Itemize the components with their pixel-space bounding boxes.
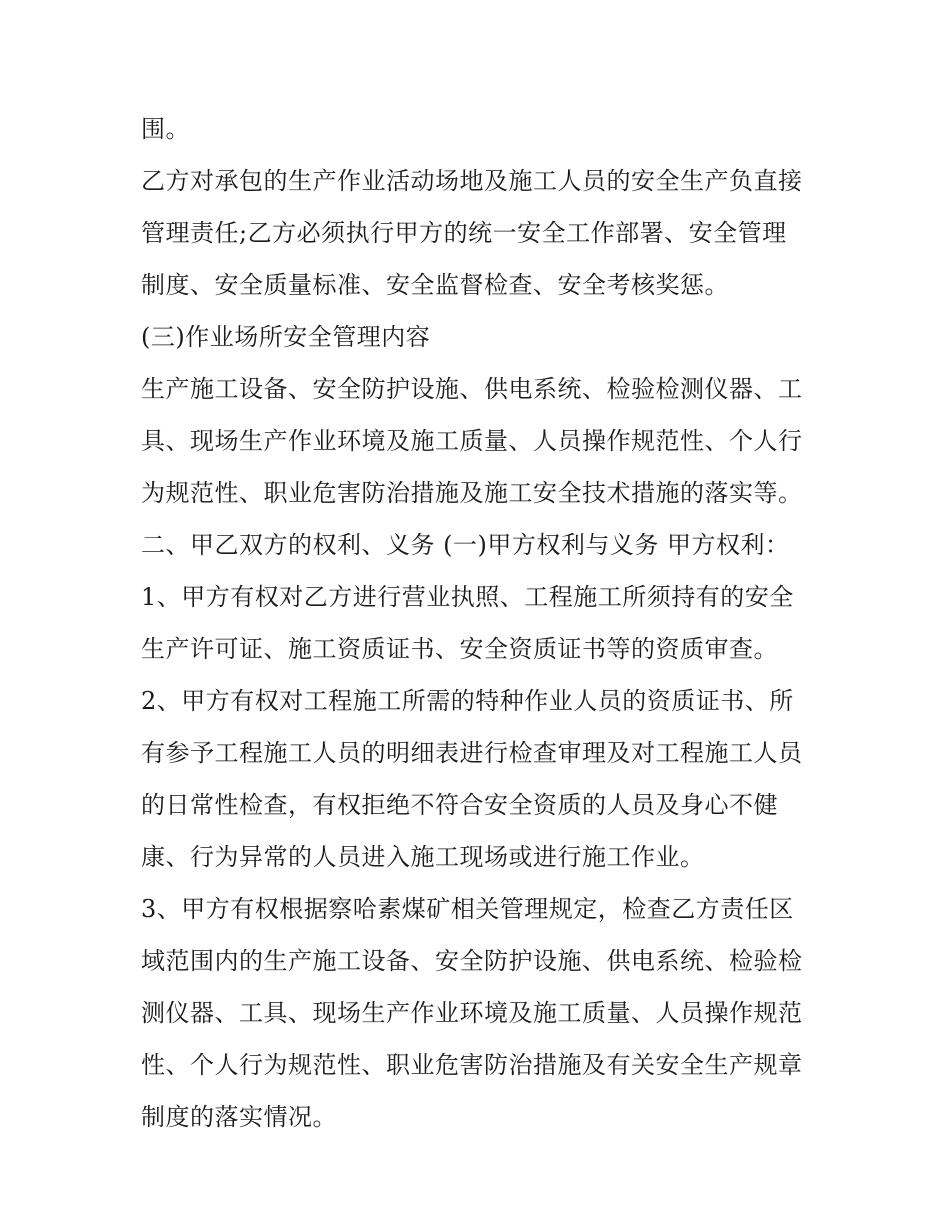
text-line-2: 乙方对承包的生产作业活动场地及施工人员的安全生产负直接 [141,167,803,195]
text-line-15: 康、行为异常的人员进入施工现场或进行施工作业。 [141,843,705,871]
text-line-8: 为规范性、职业危害防治措施及施工安全技术措施的落实等。 [141,479,803,507]
text-line-18: 测仪器、工具、现场生产作业环境及施工质量、人员操作规范 [141,999,803,1027]
text-line-16: 3、甲方有权根据察哈素煤矿相关管理规定，检查乙方责任区 [141,895,794,923]
text-line-14: 的日常性检查，有权拒绝不符合安全资质的人员及身心不健 [141,791,778,819]
text-line-10: 1、甲方有权对乙方进行营业执照、工程施工所须持有的安全 [141,583,794,611]
text-line-13: 有参予工程施工人员的明细表进行检查审理及对工程施工人员 [141,739,803,767]
text-line-1: 围。 [141,115,190,143]
text-line-20: 制度的落实情况。 [141,1103,337,1131]
section-heading: (三)作业场所安全管理内容 [141,323,431,351]
text-line-4: 制度、安全质量标准、安全监督检查、安全考核奖惩。 [141,271,729,299]
text-line-11: 生产许可证、施工资质证书、安全资质证书等的资质审查。 [141,635,778,663]
text-line-12: 2、甲方有权对工程施工所需的特种作业人员的资质证书、所 [141,687,794,715]
text-line-7: 具、现场生产作业环境及施工质量、人员操作规范性、个人行 [141,427,803,455]
document-page [141,103,821,1143]
text-line-17: 域范围内的生产施工设备、安全防护设施、供电系统、检验检 [141,947,803,975]
text-line-3: 管理责任;乙方必须执行甲方的统一安全工作部署、安全管理 [141,219,787,247]
text-line-19: 性、个人行为规范性、职业危害防治措施及有关安全生产规章 [141,1051,803,1079]
text-line-9: 二、甲乙双方的权利、义务 (一)甲方权利与义务 甲方权利： [141,531,790,559]
text-line-6: 生产施工设备、安全防护设施、供电系统、检验检测仪器、工 [141,375,803,403]
